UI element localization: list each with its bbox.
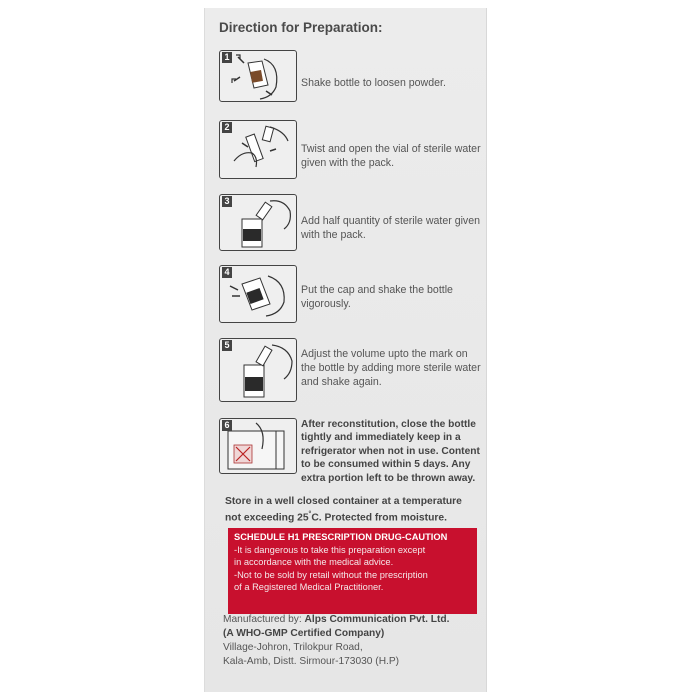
step-text: Put the cap and shake the bottle vigorously.	[301, 284, 453, 310]
manufacturer-address-1: Village-Johron, Trilokpur Road,	[223, 642, 363, 653]
caution-title: SCHEDULE H1 PRESCRIPTION DRUG-CAUTION	[234, 532, 448, 542]
schedule-h1-caution-box	[228, 528, 477, 614]
step-number: 6	[222, 420, 232, 431]
adjust-volume-illustration	[219, 338, 297, 402]
step-number: 1	[222, 52, 232, 63]
step-number: 2	[222, 122, 232, 133]
degree-sign: °	[308, 511, 312, 518]
step-text: Add half quantity of sterile water given with the pack.	[301, 215, 481, 241]
shake-bottle-illustration	[219, 50, 297, 102]
manufacturer-line	[223, 613, 483, 627]
storage-text-end: C. Protected from moisture.	[311, 512, 447, 524]
step-text: Shake bottle to loosen powder.	[301, 77, 446, 89]
open-vial-illustration	[219, 120, 297, 179]
manufacturer-address-2: Kala-Amb, Distt. Sirmour-173030 (H.P)	[223, 656, 400, 667]
step-number: 5	[222, 340, 232, 351]
storage-text: Store in a well closed container at a temperature not exceeding 25	[225, 496, 462, 524]
carton-panel	[205, 8, 486, 692]
step-text: After reconstitution, close the bottle tightly and immediately keep in a refrigerator when not in use. Content to be consumed within 5 days. Any extra portion left to be thrown away.	[301, 419, 480, 484]
caution-line: -It is dangerous to take this preparation except	[234, 544, 426, 555]
manufacturer-prefix: Manufactured by:	[223, 614, 305, 625]
pour-water-illustration	[219, 194, 297, 251]
caution-line: of a Registered Medical Practitioner.	[234, 582, 384, 592]
refrigerator-illustration	[219, 418, 297, 474]
manufacturer-certification: (A WHO-GMP Certified Company)	[223, 628, 385, 639]
section-heading: Direction for Preparation:	[219, 20, 383, 35]
caution-line: -Not to be sold by retail without the prescription	[234, 569, 428, 580]
step-text: Adjust the volume upto the mark on the bottle by adding more sterile water and shake again.	[301, 348, 481, 388]
storage-instructions	[225, 495, 477, 524]
caution-line: in accordance with the medical advice.	[234, 557, 394, 567]
manufacturer-company: Alps Communication Pvt. Ltd.	[304, 614, 450, 625]
cap-shake-illustration	[219, 265, 297, 323]
step-number: 4	[222, 267, 232, 278]
step-text: Twist and open the vial of sterile water given with the pack.	[301, 143, 481, 169]
manufacturer-info	[223, 613, 483, 669]
step-number: 3	[222, 196, 232, 207]
